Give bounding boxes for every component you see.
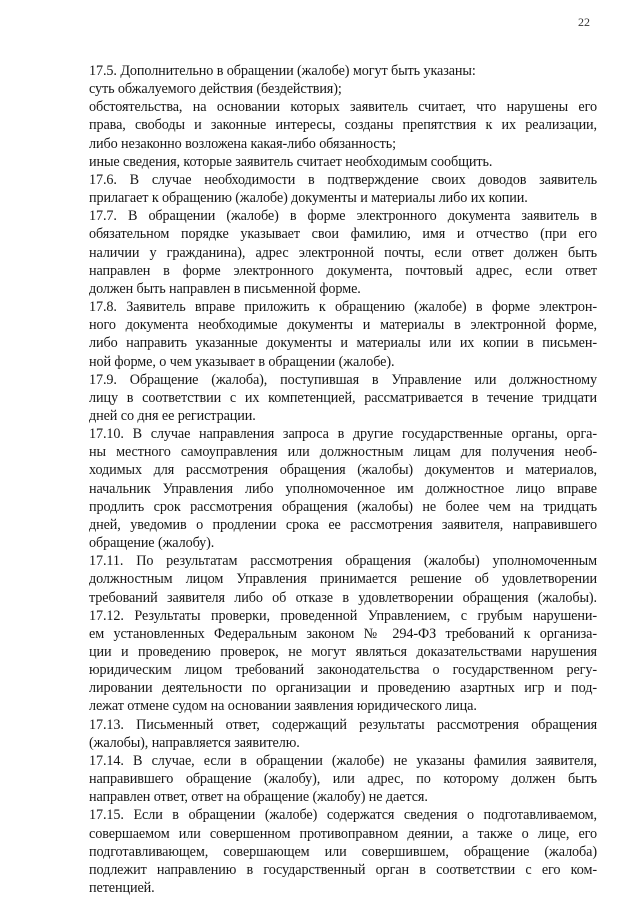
text-line: 17.8. Заявитель вправе приложить к обращению (жалобе) в форме электрон- [89, 299, 597, 316]
text-line: 17.14. В случае, если в обращении (жалобе) не указаны фамилия заявителя, [89, 752, 597, 769]
text-line: (жалобы), направляется заявителю. [89, 734, 300, 751]
text-line: либо направить указанные документы и материалы или их копии в письмен- [89, 335, 597, 352]
text-line: 17.13. Письменный ответ, содержащий результаты рассмотрения обращения [89, 716, 597, 733]
text-line: 17.10. В случае направления запроса в другие государственные органы, орга- [89, 426, 597, 443]
document-body [89, 62, 597, 897]
text-line: обязательном порядке указывает свои фамилию, имя и отчество (при его [89, 226, 597, 243]
text-line: продлить срок рассмотрения обращения (жалобы) не более чем на тридцать [89, 498, 597, 515]
text-line: ной форме, о чем указывает в обращении (жалобе). [89, 353, 395, 370]
text-line: 17.15. Если в обращении (жалобе) содержатся сведения о подготавливаемом, [89, 807, 597, 824]
text-line: подготавливающем, совершающем или совершившем, обращение (жалоба) [89, 843, 597, 860]
text-line: ции и проведению проверок, не могут являться доказательствами нарушения [89, 644, 597, 660]
text-line: 17.12. Результаты проверки, проведенной Управлением, с грубым нарушени- [89, 607, 597, 624]
text-line: направлен ответ, ответ на обращение (жалобу) не дается. [89, 789, 428, 806]
page-number: 22 [578, 15, 590, 29]
text-line: суть обжалуемого действия (бездействия); [89, 81, 342, 98]
text-line: должен быть направлен в письменной форме. [89, 280, 361, 297]
text-line: лежат отмене судом на основании заявления юридического лица. [89, 698, 477, 715]
text-line: 17.11. По результатам рассмотрения обращения (жалобы) уполномоченным [89, 553, 597, 570]
text-line: 17.6. В случае необходимости в подтверждение своих доводов заявитель [89, 171, 597, 188]
text-line: совершаемом или совершенном противоправном деянии, а также о лице, его [89, 825, 597, 842]
text-line: лировании деятельности по организации и проведению азартных игр и под- [89, 680, 597, 697]
text-line: должностным лицом Управления принимается решение об удовлетворении [89, 571, 597, 588]
text-line: ходимых для рассмотрения обращения (жалобы) документов и материалов, [89, 462, 597, 479]
text-line: юридическим лицом требований законодательства о государственном регу- [89, 662, 597, 679]
text-line: направившего обращение (жалобу), или адрес, по которому должен быть [89, 771, 597, 788]
text-line: иные сведения, которые заявитель считает необходимым сообщить. [89, 153, 493, 170]
text-line: 17.9. Обращение (жалоба), поступившая в Управление или должностному [89, 371, 597, 388]
text-line: лицу в соответствии с их компетенцией, рассматривается в течение тридцати [89, 389, 597, 406]
text-line: права, свободы и законные интересы, созданы препятствия к их реализации, [89, 117, 597, 134]
text-line: ем установленных Федеральным законом № 294-ФЗ требований к организа- [89, 625, 597, 642]
text-line: 17.7. В обращении (жалобе) в форме электронного документа заявитель в [89, 208, 597, 225]
text-line: дней со дня ее регистрации. [89, 407, 256, 424]
text-line: 17.5. Дополнительно в обращении (жалобе) могут быть указаны: [89, 63, 476, 79]
text-line: начальник Управления либо уполномоченное им должностное лицо вправе [89, 480, 597, 497]
text-line: обращение (жалобу). [89, 535, 215, 552]
text-line: требований заявителя либо об отказе в удовлетворении обращения (жалобы). [89, 589, 597, 606]
text-line: наличии у гражданина), адрес электронной почты, если ответ должен быть [89, 244, 597, 261]
text-line: либо незаконно возложена какая-либо обязанность; [89, 135, 396, 152]
text-line: подлежит направлению в государственный орган в соответствии с его ком- [89, 861, 597, 878]
text-line: прилагает к обращению (жалобе) документы и материалы либо их копии. [89, 190, 528, 207]
text-line: ного документа необходимые документы и материалы в электронной форме, [89, 317, 597, 334]
text-line: дней, уведомив о продлении срока ее рассмотрения заявителя, направившего [89, 516, 597, 533]
text-line: обстоятельства, на основании которых заявитель считает, что нарушены его [89, 99, 597, 116]
text-line: направлен в форме электронного документа, почтовый адрес, если ответ [89, 262, 597, 279]
text-line: ны местного самоуправления или должностным лицам для получения необ- [89, 444, 597, 461]
text-line: петенцией. [89, 880, 155, 897]
